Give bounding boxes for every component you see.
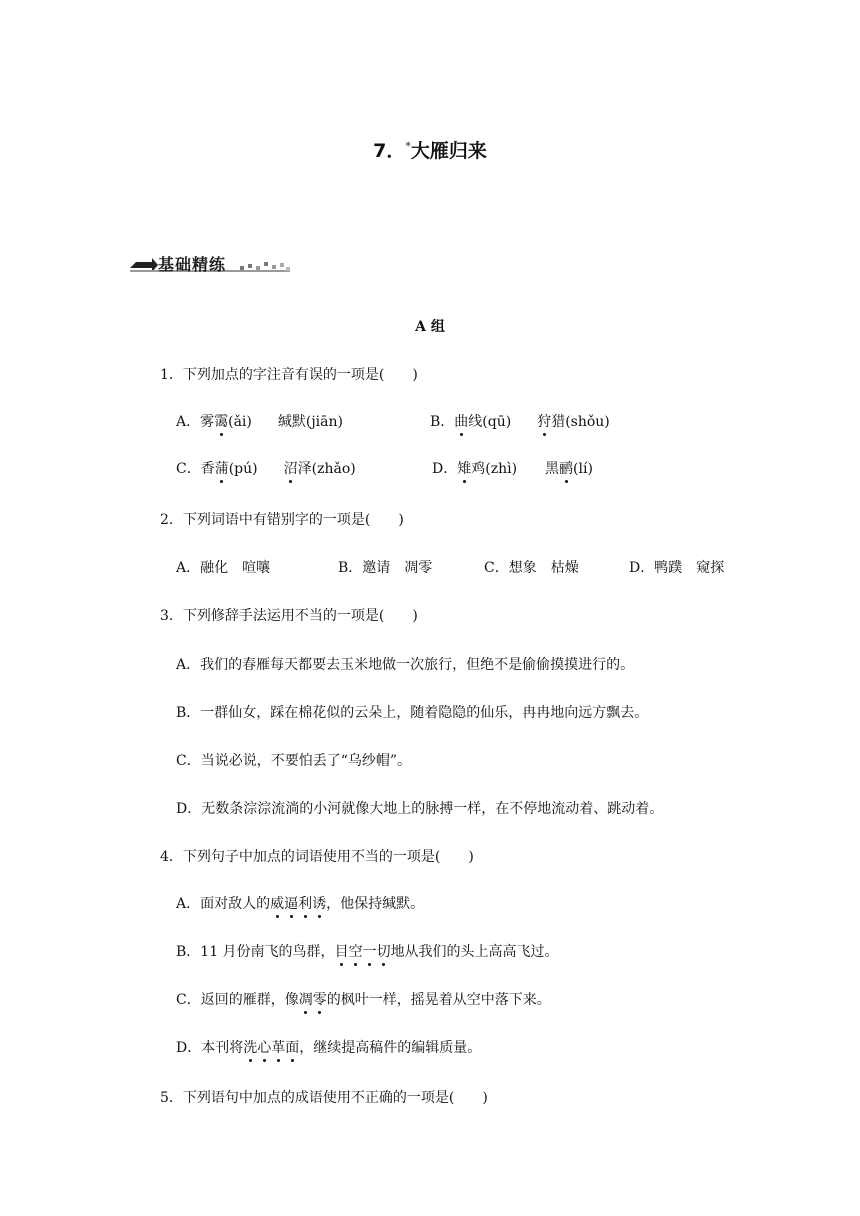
option-text: 鸡(zhì) [471,461,518,477]
question-5-stem: 5．下列语句中加点的成语使用不正确的一项是( ) [160,1090,488,1106]
q4-option-b [176,941,559,961]
option-text: 雾 [200,414,215,430]
question-3-stem: 3．下列修辞手法运用不当的一项是( ) [160,608,418,624]
q4-option-d [176,1037,481,1057]
q2-option-b: B．邀请 凋零 [338,560,433,576]
dotted-char: 零 [313,989,327,1009]
q2-option-a: A．融化 喧嚷 [176,560,271,576]
dotted-char: 面 [285,1037,299,1057]
question-4-stem: 4．下列句子中加点的词语使用不当的一项是( ) [160,849,474,865]
dotted-char: 蒲 [215,458,229,478]
option-text: 默(jiān) [291,414,343,430]
option-letter: D． [432,461,458,477]
q1-option-a [176,411,343,431]
option-text: (ǎi) [228,414,252,430]
title-text: 大雁归来 [410,140,487,162]
q3-option-d: D．无数条淙淙流淌的小河就像大地上的脉搏一样，在不停地流动着、跳动着。 [176,801,664,817]
dotted-char: 凋 [299,989,313,1009]
q3-option-a: A．我们的春雁每天都要去玉米地做一次旅行，但绝不是偷偷摸摸进行的。 [176,657,635,673]
dotted-char: 目 [335,941,349,961]
dotted-char: 雉 [457,458,471,478]
section-banner [130,252,295,276]
option-letter: A． [176,414,201,430]
dotted-char: 威 [270,893,284,913]
option-text: (lí) [573,461,593,477]
page-title [0,136,860,163]
option-text: C．返回的雁群，像 [176,992,299,1008]
section-label: 基础精练 [158,255,227,274]
dotted-char: 逼 [284,893,298,913]
q2-option-d: D．鸭蹼 窥探 [629,560,725,576]
dotted-char: 革 [271,1037,285,1057]
option-text: (pú) [228,461,258,477]
option-text: 线(qū) [468,414,512,430]
dotted-char: 空 [349,941,363,961]
q3-option-b: B．一群仙女，踩在棉花似的云朵上，随着隐隐的仙乐，冉冉地向远方飘去。 [176,705,649,721]
option-text: 香 [200,461,215,477]
option-text: ，继续提高稿件的编辑质量。 [299,1040,482,1056]
group-label: A 组 [415,319,445,335]
question-2-stem: 2．下列词语中有错别字的一项是( ) [160,512,404,528]
option-letter: B． [430,414,455,430]
dotted-char: 鹂 [559,458,573,478]
option-text: D．本刊将 [176,1040,244,1056]
title-number: 7． [373,140,406,162]
dotted-char: 一 [363,941,377,961]
option-letter: C． [176,461,201,477]
q3-option-c: C．当说必说，不要怕丢了“乌纱帽”。 [176,753,412,769]
q2-option-c: C．想象 枯燥 [484,560,579,576]
question-1-stem: 1．下列加点的字注音有误的一项是( ) [160,367,418,383]
option-text: B．11 月份南飞的鸟群， [176,944,335,960]
title-star: * [405,139,411,153]
dotted-char: 心 [257,1037,271,1057]
dotted-char: 狩 [537,411,551,431]
q1-option-c [176,458,356,478]
q1-option-b [430,411,610,431]
option-text: A．面对敌人的 [176,896,271,912]
option-text: 的枫叶一样，摇晃着从空中落下来。 [326,992,551,1008]
option-text: 黑 [545,461,560,477]
option-text: ，他保持缄默。 [326,896,425,912]
dotted-char: 沼 [284,458,298,478]
dotted-char: 霭 [214,411,228,431]
q1-option-d [432,458,593,478]
option-text: 缄 [277,414,292,430]
dotted-char: 切 [377,941,391,961]
option-text: 猎(shǒu) [551,414,610,430]
option-text: 地从我们的头上高高飞过。 [390,944,559,960]
dotted-char: 利 [298,893,312,913]
dotted-char: 曲 [454,411,468,431]
q4-option-c [176,989,551,1009]
dotted-char: 诱 [312,893,326,913]
dotted-char: 洗 [243,1037,257,1057]
q4-option-a [176,893,424,913]
option-text: 泽(zhǎo) [297,461,356,477]
